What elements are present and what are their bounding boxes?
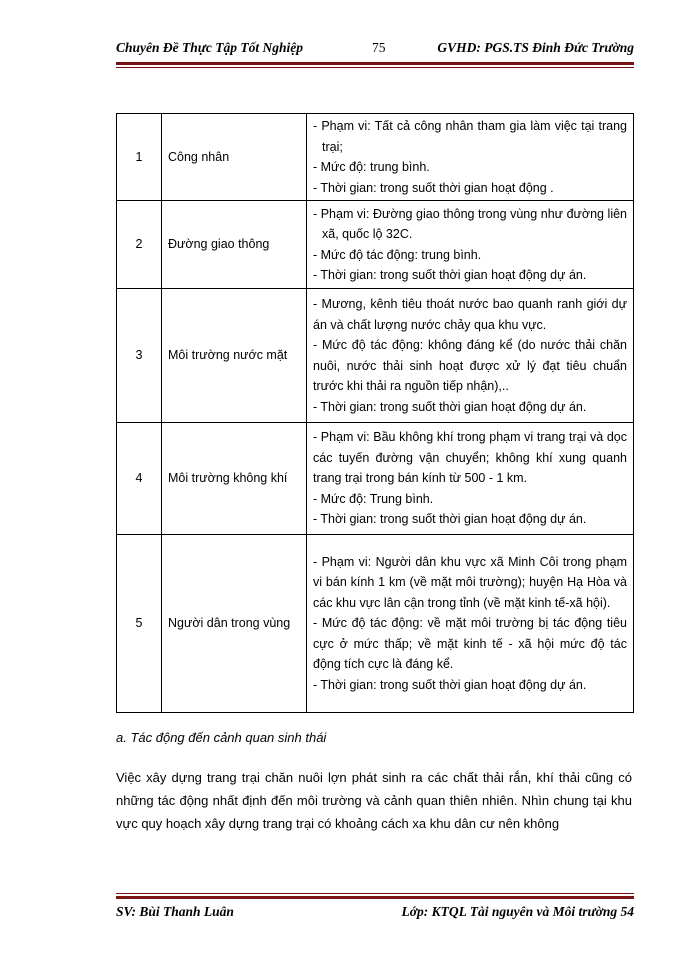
description-line: - Phạm vi: Bầu không khí trong phạm vi trang trại và dọc các tuyến đường vận chuyển; không khí xung quanh trang trại trong bán kính từ 500 - 1 km. (313, 430, 627, 486)
header-divider (116, 62, 634, 68)
description-line: - Mức độ tác động: trung bình. (313, 247, 482, 262)
description-line: - Phạm vi: Người dân khu vực xã Minh Côi trong phạm vi bán kính 1 km (về mặt môi trường); huyện Hạ Hòa và các khu vực lân cận trong tỉnh (về mặt kinh tế-xã hội). (313, 554, 627, 610)
affected-object: Môi trường nước mặt (162, 289, 307, 423)
header-document-title: Chuyên Đề Thực Tập Tốt Nghiệp (116, 40, 303, 55)
page-header (116, 40, 634, 62)
row-number: 1 (117, 114, 162, 201)
impact-description (307, 423, 634, 535)
table-row (117, 423, 634, 535)
affected-object: Môi trường không khí (162, 423, 307, 535)
description-line: - Thời gian: trong suốt thời gian hoạt động dự án. (313, 268, 587, 282)
footer-class: Lớp: KTQL Tài nguyên và Môi trường 54 (401, 904, 634, 919)
description-line: - Thời gian: trong suốt thời gian hoạt động dự án. (313, 512, 587, 527)
affected-object: Công nhân (162, 114, 307, 201)
page-footer (116, 904, 634, 924)
impact-description (307, 289, 634, 423)
description-line: - Mức độ: trung bình. (313, 160, 430, 174)
description-line: - Thời gian: trong suốt thời gian hoạt động dự án. (313, 677, 587, 692)
row-number: 3 (117, 289, 162, 423)
table-row (117, 201, 634, 289)
impact-description (307, 114, 634, 201)
section-heading: a. Tác động đến cảnh quan sinh thái (116, 730, 327, 745)
impact-table (116, 113, 634, 713)
description-line: - Phạm vi: Tất cả công nhân tham gia làm việc tại trang trại; (313, 119, 627, 154)
affected-object: Người dân trong vùng (162, 535, 307, 713)
description-line: - Thời gian: trong suốt thời gian hoạt động . (313, 180, 554, 195)
table-row (117, 535, 634, 713)
footer-divider (116, 893, 634, 899)
header-advisor: GVHD: PGS.TS Đinh Đức Trường (437, 40, 634, 55)
row-number: 5 (117, 535, 162, 713)
body-paragraph: Việc xây dựng trang trại chăn nuôi lợn phát sinh ra các chất thải rắn, khí thải cũng có những tác động nhất định đến môi trường và cảnh quan thiên nhiên. Nhìn chung tại khu vực quy hoạch xây dựng trang trại có khoảng cách xa khu dân cư nên không (116, 770, 632, 831)
row-number: 4 (117, 423, 162, 535)
row-number: 2 (117, 201, 162, 289)
table-row (117, 289, 634, 423)
table-row (117, 114, 634, 201)
impact-description (307, 535, 634, 713)
description-line: - Thời gian: trong suốt thời gian hoạt động dự án. (313, 399, 587, 414)
impact-description (307, 201, 634, 289)
description-line: - Mương, kênh tiêu thoát nước bao quanh ranh giới dự án và chất lượng nước chảy qua khu vực. (313, 297, 627, 332)
footer-student: SV: Bùi Thanh Luân (116, 904, 234, 919)
header-page-number: 75 (372, 40, 386, 55)
affected-object: Đường giao thông (162, 201, 307, 289)
description-line: - Mức độ: Trung bình. (313, 491, 434, 506)
description-line: - Mức độ tác động: không đáng kể (do nước thải chăn nuôi, nước thải sinh hoạt được xử lý đạt tiêu chuẩn trước khi thải ra nguồn tiếp nhận),.. (313, 338, 627, 393)
description-line: - Phạm vi: Đường giao thông trong vùng như đường liên xã, quốc lộ 32C. (313, 206, 627, 241)
description-line: - Mức độ tác động: về mặt môi trường bị tác động tiêu cực ở mức thấp; về mặt kinh tế - xã hội mức độ tác động tích cực là đáng kể. (313, 616, 627, 672)
